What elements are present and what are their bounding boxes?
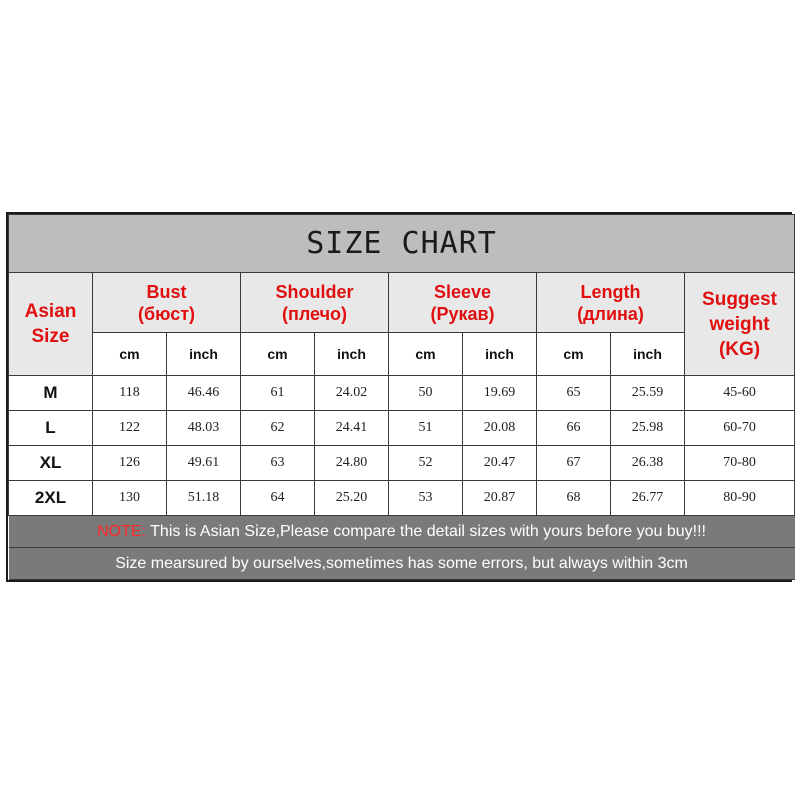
sleeve-label-ru: (Рукав) — [430, 303, 495, 324]
table-cell: 26.38 — [611, 446, 685, 481]
size-label: XL — [9, 446, 93, 481]
table-cell: 70-80 — [685, 446, 795, 481]
table-cell: 26.77 — [611, 481, 685, 516]
unit-cell: cm — [241, 333, 315, 376]
unit-cell: inch — [611, 333, 685, 376]
chart-title: SIZE CHART — [9, 215, 795, 273]
table-cell: 20.08 — [463, 411, 537, 446]
shoulder-label: Shoulder — [275, 281, 354, 302]
note-line-1 — [9, 516, 795, 548]
table-cell: 48.03 — [167, 411, 241, 446]
table-cell: 118 — [93, 376, 167, 411]
table-cell: 68 — [537, 481, 611, 516]
size-label: M — [9, 376, 93, 411]
note-line-2: Size mearsured by ourselves,sometimes has some errors, but always within 3cm — [9, 548, 795, 580]
table-cell: 24.41 — [315, 411, 389, 446]
table-cell: 20.87 — [463, 481, 537, 516]
table-row — [9, 411, 795, 446]
shoulder-label-ru: (плечо) — [281, 303, 348, 324]
size-chart-table — [8, 214, 795, 580]
table-cell: 65 — [537, 376, 611, 411]
table-cell: 126 — [93, 446, 167, 481]
unit-cell: inch — [463, 333, 537, 376]
table-cell: 66 — [537, 411, 611, 446]
unit-row — [9, 333, 795, 376]
table-row — [9, 481, 795, 516]
table-cell: 25.20 — [315, 481, 389, 516]
table-cell: 20.47 — [463, 446, 537, 481]
table-cell: 25.98 — [611, 411, 685, 446]
table-cell: 24.02 — [315, 376, 389, 411]
table-cell: 67 — [537, 446, 611, 481]
table-cell: 50 — [389, 376, 463, 411]
header-row — [9, 273, 795, 333]
header-bust — [93, 273, 241, 333]
table-cell: 122 — [93, 411, 167, 446]
length-label-ru: (длина) — [577, 303, 644, 324]
table-row — [9, 376, 795, 411]
header-weight: Suggest weight (KG) — [685, 273, 795, 376]
sleeve-label: Sleeve — [433, 281, 492, 302]
unit-cell: inch — [315, 333, 389, 376]
header-length — [537, 273, 685, 333]
table-cell: 25.59 — [611, 376, 685, 411]
bust-label: Bust — [146, 281, 187, 302]
size-chart — [6, 212, 792, 582]
unit-cell: cm — [537, 333, 611, 376]
unit-cell: cm — [93, 333, 167, 376]
note-label: NOTE: — [97, 522, 146, 540]
table-cell: 62 — [241, 411, 315, 446]
size-label: L — [9, 411, 93, 446]
table-cell: 49.61 — [167, 446, 241, 481]
length-label: Length — [580, 281, 641, 302]
header-asian-size: Asian Size — [9, 273, 93, 376]
table-cell: 60-70 — [685, 411, 795, 446]
table-cell: 52 — [389, 446, 463, 481]
table-body — [9, 376, 795, 516]
table-cell: 46.46 — [167, 376, 241, 411]
note-text: This is Asian Size,Please compare the detail sizes with yours before you buy!!! — [145, 522, 706, 540]
table-cell: 53 — [389, 481, 463, 516]
note-row — [9, 516, 795, 548]
header-shoulder — [241, 273, 389, 333]
unit-cell: cm — [389, 333, 463, 376]
unit-cell: inch — [167, 333, 241, 376]
table-cell: 130 — [93, 481, 167, 516]
title-row — [9, 215, 795, 273]
table-cell: 80-90 — [685, 481, 795, 516]
note-row-2 — [9, 548, 795, 580]
table-cell: 63 — [241, 446, 315, 481]
table-cell: 61 — [241, 376, 315, 411]
table-cell: 51.18 — [167, 481, 241, 516]
table-cell: 64 — [241, 481, 315, 516]
table-cell: 24.80 — [315, 446, 389, 481]
table-cell: 45-60 — [685, 376, 795, 411]
header-sleeve — [389, 273, 537, 333]
table-cell: 51 — [389, 411, 463, 446]
table-cell: 19.69 — [463, 376, 537, 411]
bust-label-ru: (бюст) — [137, 303, 196, 324]
table-row — [9, 446, 795, 481]
size-label: 2XL — [9, 481, 93, 516]
